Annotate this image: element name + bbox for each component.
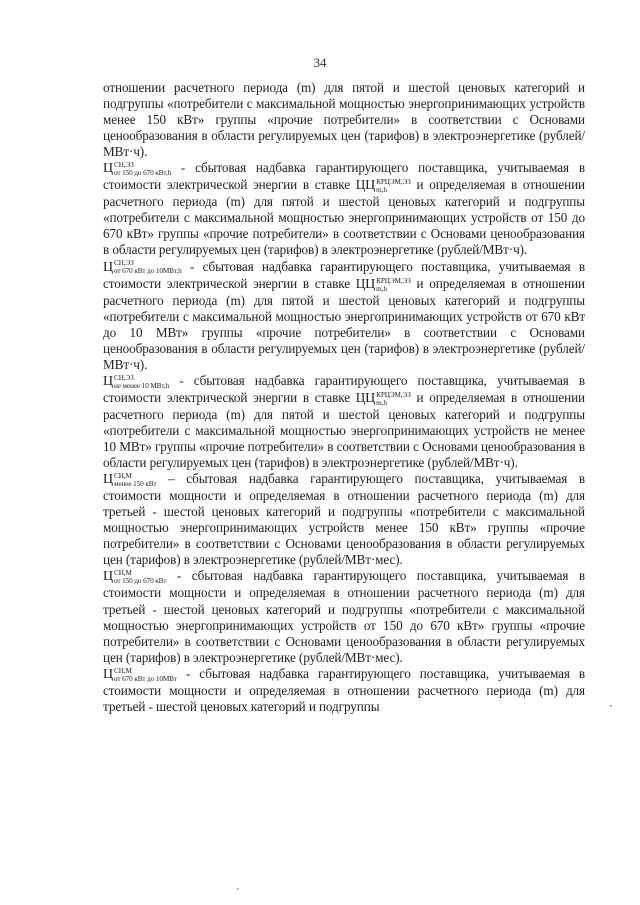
rate-symbol: Ц КРЦЭМ,ЭЗ m,h	[365, 390, 411, 407]
rate-symbol: Ц КРЦЭМ,ЭЗ m,h	[365, 178, 411, 195]
price-symbol: Ц СН,ЭЗ от 150 до 670 кВт,h	[103, 161, 172, 178]
page-number: 34	[313, 55, 327, 70]
intro-paragraph: отношении расчетного периода (m) для пятой и шестой ценовых категорий и подгруппы «потребители с максимальной мощностью энергопринимающих устройств менее 150 кВт» группы «прочие потребители» в соответствии с Основами ценообразования в области регулируемых цен (тарифов) в электроэнергетике (рублей/МВт·ч).	[103, 80, 585, 160]
document-body	[103, 80, 585, 715]
rate-symbol: Ц КРЦЭМ,ЭЗ m,h	[365, 276, 411, 293]
scan-speck	[610, 705, 612, 707]
definition-paragraph: Ц СН,ЭЗ от 150 до 670 кВт,h - сбытовая надбавка гарантирующего поставщика, учитываемая в стоимости электрической энергии в ставке ЦЦ КРЦЭМ,ЭЗ m,h и определяемая в отношении расчетного периода (m) для пятой и шестой ценовых категорий и подгруппы «потребители с максимальной мощностью энергопринимающих устройств от 150 до 670 кВт» группы «прочие потребители» в соответствии с Основами ценообразования в области регулируемых цен (тарифов) в электроэнергетике (рублей/МВт·ч).	[103, 160, 585, 258]
definition-paragraph: Ц СН,М менее 150 кВт – сбытовая надбавка гарантирующего поставщика, учитываемая в стоимости мощности и определяемая в отношении расчетного периода (m) для третьей - шестой ценовых категорий и подгруппы «потребители с максимальной мощностью энергопринимающих устройств менее 150 кВт» группы «прочие потребители» в соответствии с Основами ценообразования в области регулируемых цен (тарифов) в электроэнергетике (рублей/МВт·мес).	[103, 471, 585, 568]
scan-speck	[237, 888, 239, 890]
definition-paragraph: Ц СН,М от 670 кВт до 10МВт - сбытовая надбавка гарантирующего поставщика, учитываемая в стоимости мощности и определяемая в отношении расчетного периода (m) для третьей - шестой ценовых категорий и подгруппы	[103, 665, 585, 714]
definition-paragraph: Ц СН,ЭЗ не менее 10 МВт,h - сбытовая надбавка гарантирующего поставщика, учитываемая в стоимости электрической энергии в ставке ЦЦ КРЦЭМ,ЭЗ m,h и определяемая в отношении расчетного периода (m) для пятой и шестой ценовых категорий и подгруппы «потребители с максимальной мощностью энергопринимающих устройств не менее 10 МВт» группы «прочие потребители» в соответствии с Основами ценообразования в области регулируемых цен (тарифов) в электроэнергетике (рублей/МВт·ч).	[103, 372, 585, 471]
price-symbol: Ц СН,ЭЗ не менее 10 МВт,h	[103, 373, 170, 390]
price-symbol: Ц СН,М от 670 кВт до 10МВт	[103, 666, 177, 683]
price-symbol: Ц СН,М менее 150 кВт	[103, 472, 157, 489]
price-symbol: Ц СН,М от 150 до 670 кВт	[103, 569, 167, 586]
definition-paragraph: Ц СН,ЭЗ от 670 кВт до 10МВт,h - сбытовая надбавка гарантирующего поставщика, учитываемая в стоимости электрической энергии в ставке ЦЦ КРЦЭМ,ЭЗ m,h и определяемая в отношении расчетного периода (m) для пятой и шестой ценовых категорий и подгруппы «потребители с максимальной мощностью энергопринимающих устройств от 670 кВт до 10 МВт» группы «прочие потребители» в соответствии с Основами ценообразования в области регулируемых цен (тарифов) в электроэнергетике (рублей/МВт·ч).	[103, 258, 585, 372]
definition-paragraph: Ц СН,М от 150 до 670 кВт - сбытовая надбавка гарантирующего поставщика, учитываемая в стоимости мощности и определяемая в отношении расчетного периода (m) для третьей - шестой ценовых категорий и подгруппы «потребители с максимальной мощностью энергопринимающих устройств от 150 до 670 кВт» группы «прочие потребители» в соответствии с Основами ценообразования в области регулируемых цен (тарифов) в электроэнергетике (рублей/МВт·мес).	[103, 568, 585, 665]
price-symbol: Ц СН,ЭЗ от 670 кВт до 10МВт,h	[103, 259, 182, 276]
